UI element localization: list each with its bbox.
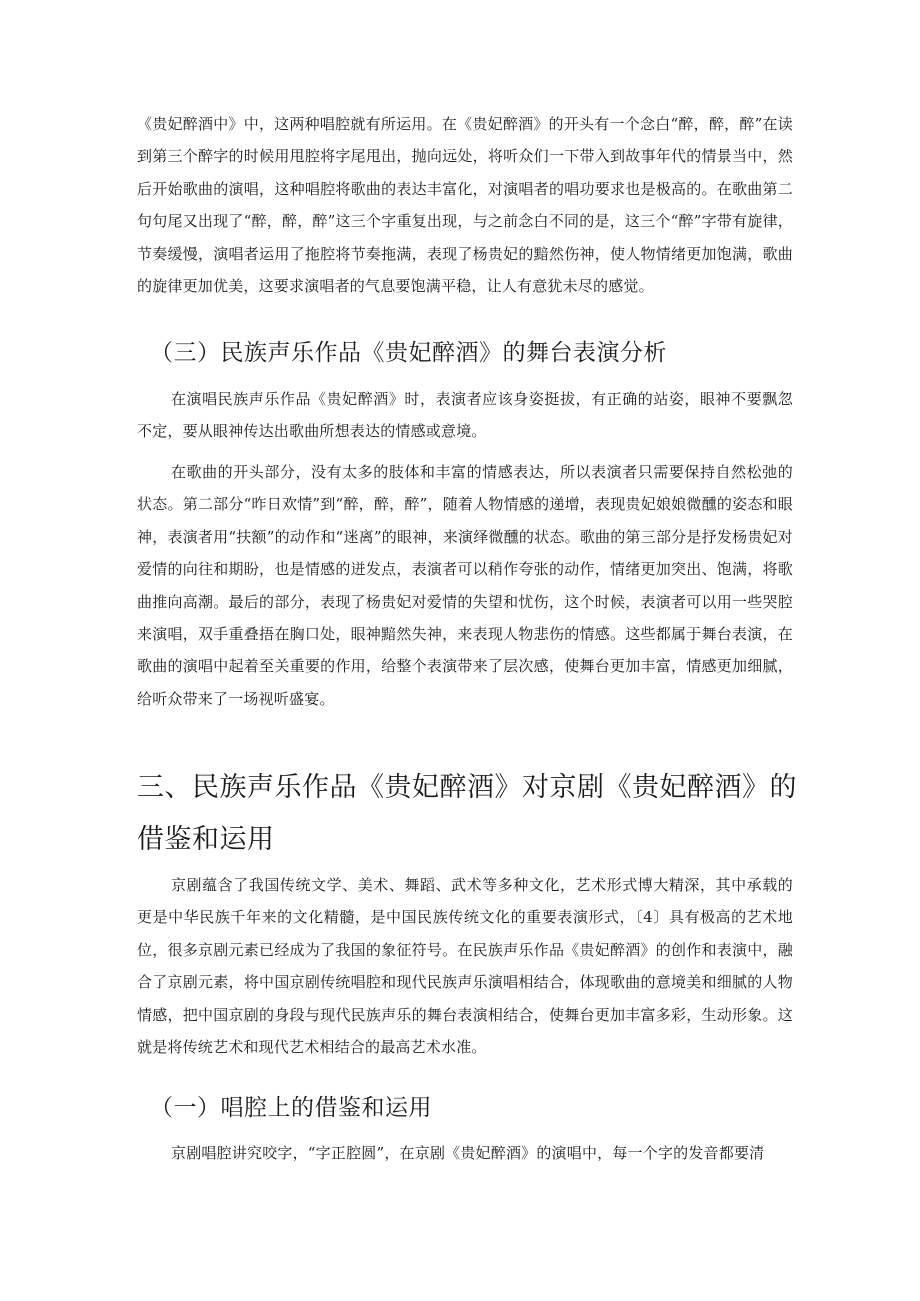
subsection-heading-1: （一）唱腔上的借鉴和运用 <box>150 1095 432 1121</box>
subsection-heading-3: （三）民族声乐作品《贵妃醉酒》的舞台表演分析 <box>150 340 667 366</box>
body-paragraph: 在歌曲的开头部分，没有太多的肢体和丰富的情感表达，所以表演者只需要保持自然松弛的状态。第二部分“昨日欢情”到“醉，醉，醉”，随着人物情感的递增，表现贵妃娘娘微醺的姿态和眼神，表演者用“扶额”的动作和“迷离”的眼神，来演绎微醺的状态。歌曲的第三部分是抒发杨贵妃对爱情的向往和期盼，也是情感的迸发点，表演者可以稍作夸张的动作，情绪更加突出、饱满，将歌曲推向高潮。最后的部分，表现了杨贵妃对爱情的失望和忧伤，这个时候，表演者可以用一些哭腔来演唱，双手重叠捂在胸口处，眼神黯然失神，来表现人物悲伤的情感。这些都属于舞台表演，在歌曲的演唱中起着至关重要的作用，给整个表演带来了层次感，使舞台更加丰富，情感更加细腻，给听众带来了一场视听盛宴。 <box>137 463 793 708</box>
body-paragraph: 在演唱民族声乐作品《贵妃醉酒》时，表演者应该身姿挺拔，有正确的站姿，眼神不要飘忽不定，要从眼神传达出歌曲所想表达的情感或意境。 <box>137 390 793 441</box>
body-paragraph: 京剧唱腔讲究咬字，“字正腔圆”，在京剧《贵妃醉酒》的演唱中，每一个字的发音都要清 <box>171 1144 765 1162</box>
body-paragraph: 京剧蕴含了我国传统文学、美术、舞蹈、武术等多种文化，艺术形式博大精深，其中承载的更是中华民族千年来的文化精髓，是中国民族传统文化的重要表演形式，〔4〕具有极高的艺术地位，很多京剧元素已经成为了我国的象征符号。在民族声乐作品《贵妃醉酒》的创作和表演中，融合了京剧元素，将中国京剧传统唱腔和现代民族声乐演唱相结合，体现歌曲的意境美和细腻的人物情感，把中国京剧的身段与现代民族声乐的舞台表演相结合，使舞台更加丰富多彩，生动形象。这就是将传统艺术和现代艺术相结合的最高艺术水准。 <box>137 876 793 1057</box>
section-heading: 三、民族声乐作品《贵妃醉酒》对京剧《贵妃醉酒》的借鉴和运用 <box>137 772 797 855</box>
body-paragraph: 《贵妃醉酒中》中，这两种唱腔就有所运用。在《贵妃醉酒》的开头有一个念白“醉，醉，醉”在读到第三个醉字的时候用甩腔将字尾甩出，抛向远处，将听众们一下带入到故事年代的情景当中，然后开始歌曲的演唱，这种唱腔将歌曲的表达丰富化，对演唱者的唱功要求也是极高的。在歌曲第二句句尾又出现了“醉，醉，醉”这三个字重复出现，与之前念白不同的是，这三个“醉”字带有旋律，节奏缓慢，演唱者运用了拖腔将节奏拖满，表现了杨贵妃的黯然伤神，使人物情绪更加饱满，歌曲的旋律更加优美，这要求演唱者的气息要饱满平稳，让人有意犹未尽的感觉。 <box>137 115 793 296</box>
